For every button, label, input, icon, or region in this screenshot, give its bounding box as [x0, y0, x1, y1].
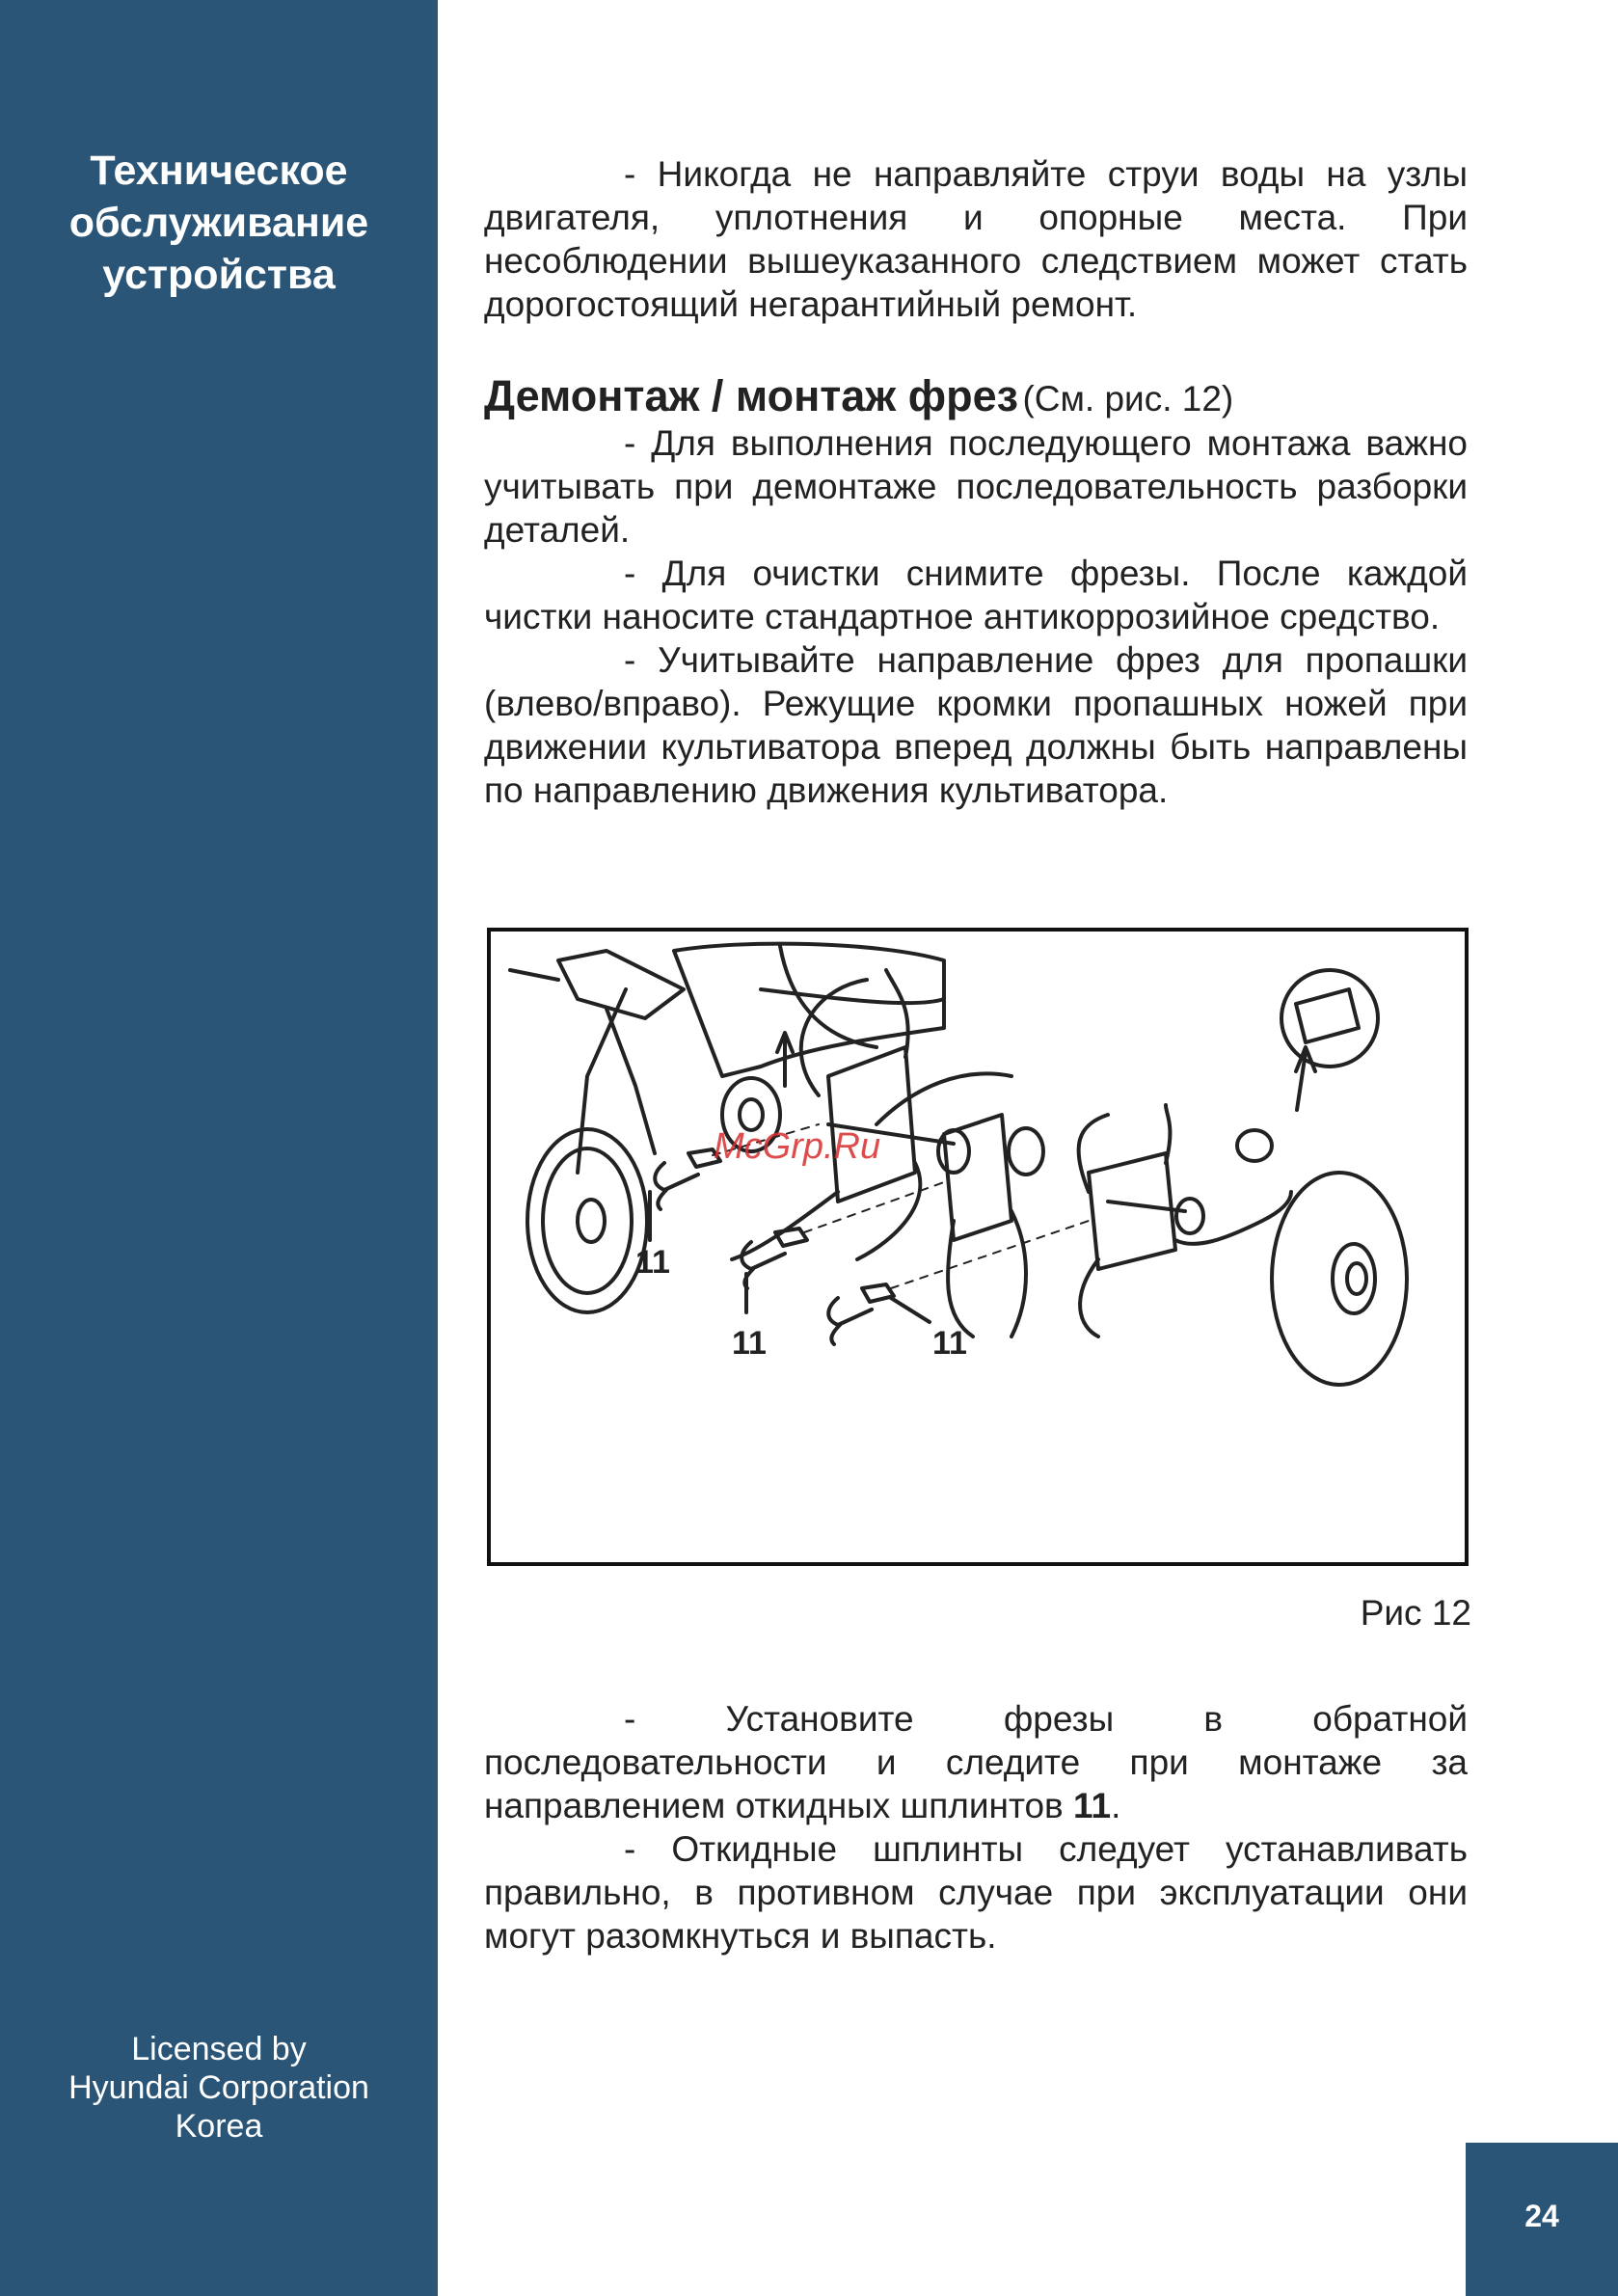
- paragraph-water-warning: - Никогда не направляйте струи воды на узлы двигателя, уплотнения и опорные места. При несоблюдении вышеуказанного следствием может стать дорогостоящий негарантийный ремонт.: [484, 154, 1468, 324]
- assembly-block: [484, 1697, 1468, 1958]
- part-label-1: 11: [635, 1244, 670, 1281]
- section-title-line-1: Техническое: [90, 148, 348, 194]
- key-slot-circle: [1237, 1130, 1272, 1161]
- heading-figure-ref: (См. рис. 12): [1022, 379, 1234, 419]
- side-disc-hub: [1347, 1263, 1366, 1294]
- figure-caption: Рис 12: [1360, 1593, 1471, 1633]
- heading-text: Демонтаж / монтаж фрез: [484, 371, 1018, 420]
- watermark-text: McGrp.Ru: [714, 1126, 881, 1167]
- split-pin-3: [828, 1284, 894, 1344]
- frame-bracket: [558, 951, 684, 1018]
- transport-wheel-hub: [578, 1200, 605, 1242]
- paragraph-disassembly-order: - Для выполнения последующего монтажа важно учитывать при демонтаже последовательность разборки деталей.: [484, 423, 1468, 550]
- paragraph-split-pins: - Откидные шплинты следует устанавливать правильно, в противном случае при эксплуатации они могут разомкнуться и выпасть.: [484, 1829, 1468, 1956]
- license-note: [19, 2030, 418, 2146]
- tine-blade-3a: [1079, 1115, 1108, 1192]
- license-line-3: Korea: [175, 2108, 263, 2145]
- side-disc-center: [1333, 1244, 1375, 1313]
- tine-blade-3b: [1166, 1105, 1170, 1163]
- tine-blade-3c: [1080, 1259, 1098, 1337]
- page-number: 24: [1524, 2199, 1559, 2233]
- paragraph-cleaning: - Для очистки снимите фрезы. После каждой чистки наносите стандартное антикоррозийное средство.: [484, 554, 1468, 636]
- page-number-box: [1466, 2143, 1618, 2296]
- detail-circle: [1281, 970, 1378, 1067]
- part-number-ref: 11: [1073, 1786, 1112, 1825]
- tine-blade-2c: [1011, 1211, 1026, 1337]
- sidebar: [0, 0, 438, 2296]
- leader-line-3: [891, 1298, 930, 1322]
- paragraph-direction: - Учитывайте направление фрез для пропашки (влево/вправо). Режущие кромки пропашных ножей при движении культиватора вперед должны быть направлены по направлению движения культиватора.: [484, 640, 1468, 810]
- part-label-2: 11: [732, 1325, 767, 1362]
- side-disc: [1272, 1173, 1407, 1385]
- wheel-arm-2: [607, 1009, 655, 1153]
- transport-wheel-inner: [543, 1148, 632, 1293]
- split-pin-1: [655, 1149, 720, 1209]
- reassembly-text: - Установите фрезы в обратной последовательности и следите при монтаже за направлением откидных шплинтов: [484, 1699, 1468, 1825]
- housing-lip: [761, 989, 944, 1003]
- tine-plate-3: [1089, 1153, 1175, 1269]
- section-title: [19, 145, 418, 301]
- intro-block: [484, 152, 1468, 326]
- paragraph-reassembly: [484, 1697, 1468, 1827]
- section-title-line-2: обслуживание: [68, 200, 369, 246]
- frame-rod: [510, 970, 558, 980]
- tine-tube-3: [1108, 1202, 1185, 1211]
- tine-plate-1: [828, 1047, 915, 1202]
- detail-key: [1296, 989, 1359, 1042]
- figure-tiller-diagram: [487, 928, 1469, 1566]
- tine-blade-1b: [886, 970, 908, 1057]
- section-heading: [484, 371, 1468, 421]
- tine-blade-1d: [857, 1163, 920, 1259]
- reassembly-period: .: [1111, 1786, 1121, 1825]
- license-line-2: Hyundai Corporation: [68, 2069, 369, 2106]
- instructions-block: [484, 421, 1468, 812]
- transport-wheel: [527, 1129, 647, 1312]
- part-label-3: 11: [932, 1325, 967, 1362]
- tine-tube-2-end: [1009, 1128, 1043, 1175]
- section-title-line-3: устройства: [102, 252, 336, 298]
- license-line-1: Licensed by: [131, 2031, 307, 2067]
- tine-tube-3-end: [1176, 1199, 1203, 1233]
